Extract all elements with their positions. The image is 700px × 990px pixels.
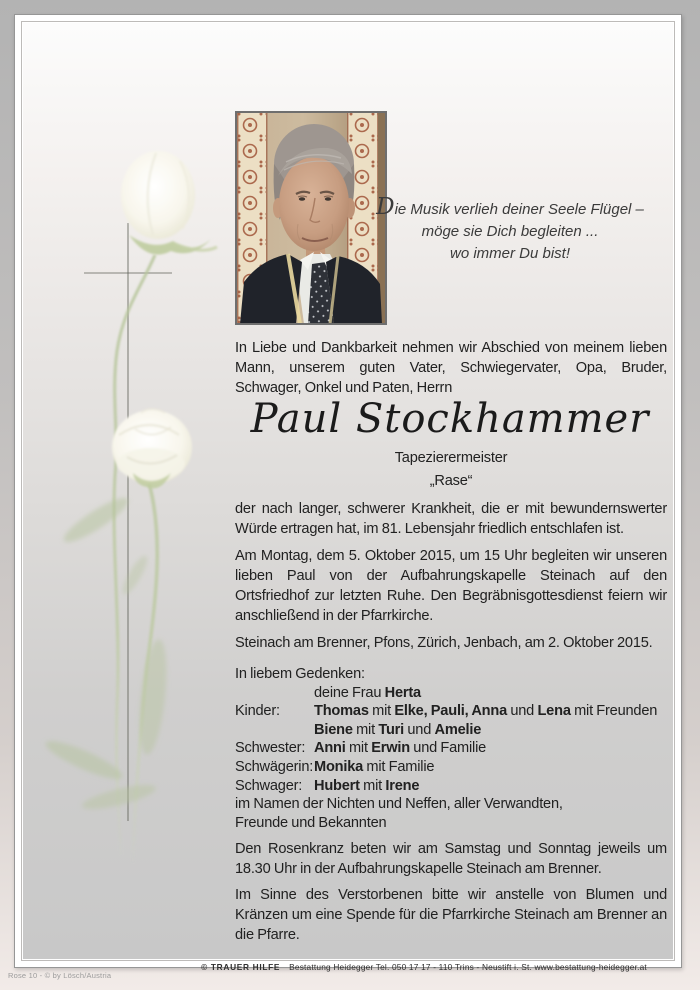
rose-stem: [114, 255, 155, 855]
quote-line: möge sie Dich begleiten ...: [421, 223, 599, 240]
footer-contact: Bestattung Heidegger Tel. 050 17 17 - 110 Trins - Neustift i. St. www.bestattung-heidegger.at: [289, 962, 647, 972]
deceased-name: Paul Stockhammer: [250, 396, 650, 442]
mourners-list: [235, 665, 667, 832]
mourners-closing: Freunde und Bekannten: [235, 814, 387, 831]
mourners-heading: In liebem Gedenken:: [235, 666, 365, 682]
intro-text: In Liebe und Dankbarkeit nehmen wir Abschied von meinem lieben Mann, unserem guten Vater, Schwiegervater, Opa, Bruder, Schwager, Onkel und Paten, Herrn: [235, 340, 667, 396]
funeral-notice: Am Montag, dem 5. Oktober 2015, um 15 Uhr begleiten wir unseren lieben Paul von der Aufbahrungskapelle Steinach auf den Ortsfriedhof zur letzten Ruhe. Den Begräbnisgottesdienst feiern wir anschließend in der Pfarrkirche.: [235, 548, 667, 624]
quote-line: Die Musik verlieh deiner Seele Flügel –: [376, 194, 644, 220]
donation-notice: Im Sinne des Verstorbenen bitte wir anstelle von Blumen und Kränzen um eine Spende für die Pfarrkirche Steinach am Brenner an die Pfarre.: [235, 887, 667, 943]
white-rose-bud: [121, 151, 217, 255]
deceased-profession: Tapezierermeister: [394, 450, 508, 466]
mourner-row: Schwester: Anni mit Erwin und Familie: [235, 740, 487, 757]
white-rose-bloom: [112, 409, 192, 488]
mourner-row: deine Frau Herta: [314, 684, 421, 701]
quote-line: wo immer Du bist!: [449, 245, 571, 262]
mourners-closing: im Namen der Nichten und Neffen, aller Verwandten,: [235, 796, 563, 813]
footer: [199, 962, 649, 972]
trauer-hilfe-logo: © TRAUER HILFE: [201, 962, 281, 972]
mourner-row: Kinder: Thomas mit Elke, Pauli, Anna und Lena mit Freunden: [235, 703, 658, 720]
rose-leaves: [42, 492, 171, 814]
mourner-row: Schwägerin: Monika mit Familie: [235, 758, 435, 775]
dateline: Steinach am Brenner, Pfons, Zürich, Jenbach, am 2. Oktober 2015.: [235, 635, 653, 651]
death-notice: der nach langer, schwerer Krankheit, die er mit bewundernswerter Würde ertragen hat, im 81. Lebensjahr friedlich entschlafen ist.: [235, 501, 667, 537]
mourner-row: Biene mit Turi und Amelie: [314, 721, 482, 738]
deceased-nickname: „Rase“: [429, 473, 473, 489]
print-credit: Rose 10 - © by Lösch/Austria: [8, 971, 112, 980]
memorial-quote: [335, 196, 685, 265]
obituary-card: [14, 14, 682, 972]
rosary-notice: Den Rosenkranz beten wir am Samstag und Sonntag jeweils um 18.30 Uhr in der Aufbahrungskapelle Steinach am Brenner.: [235, 841, 667, 877]
mourner-row: Schwager: Hubert mit Irene: [235, 777, 420, 794]
